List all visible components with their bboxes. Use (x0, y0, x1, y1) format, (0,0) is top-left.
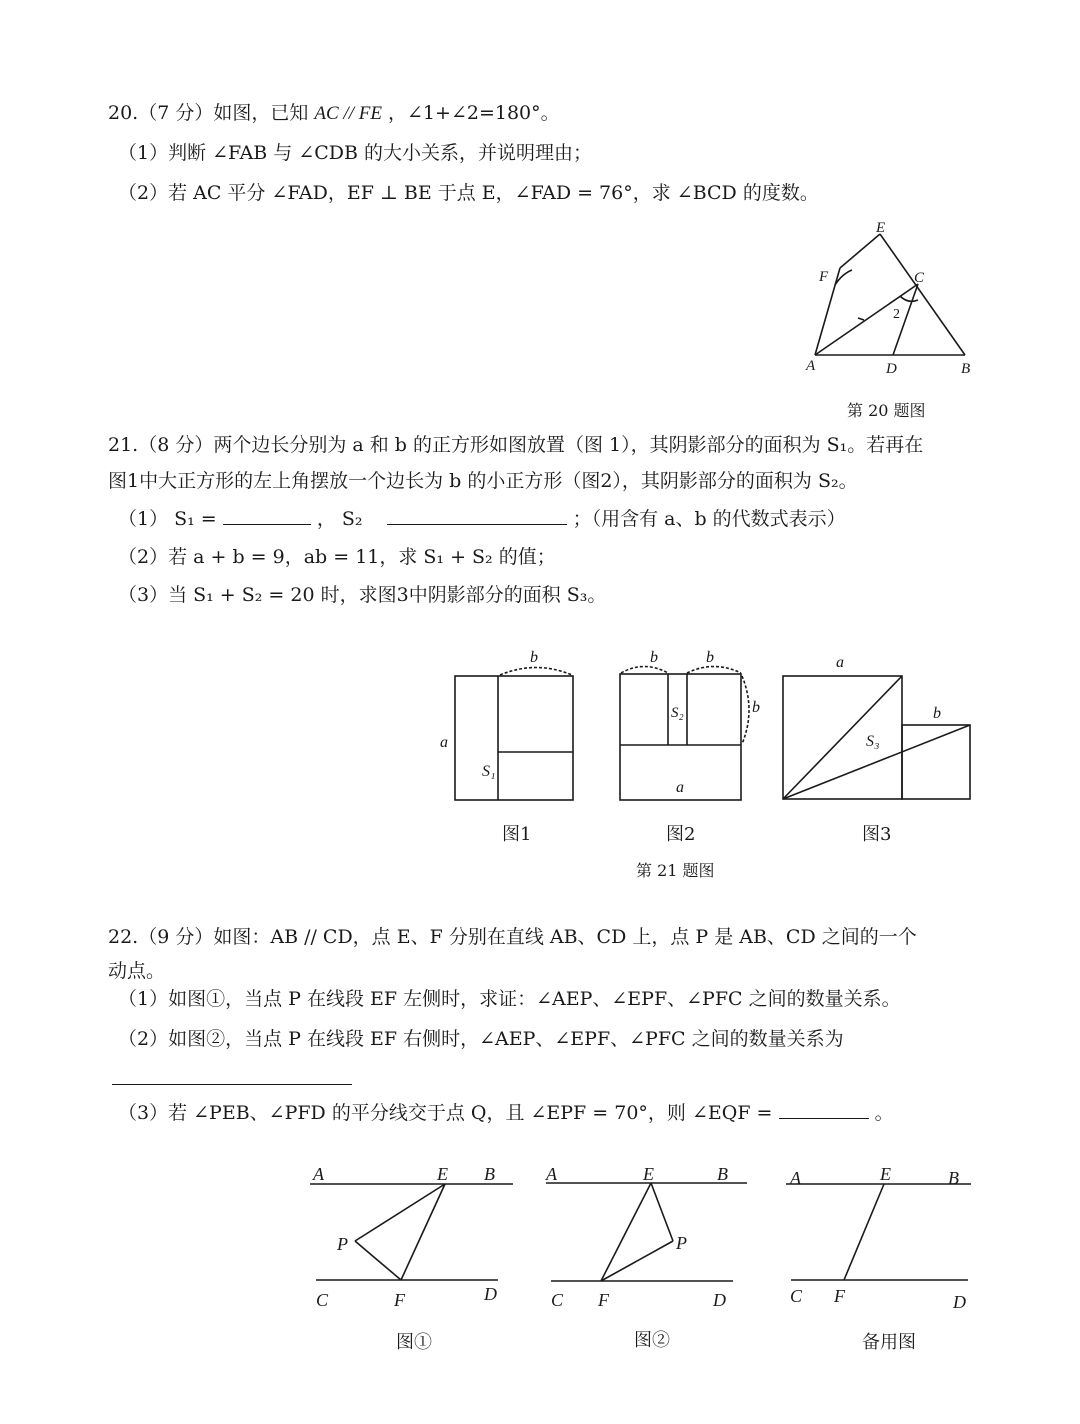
q22-fig3-label-B: B (948, 1168, 959, 1188)
q21-fig2-label-a: a (676, 779, 684, 796)
q20-label-E: E (876, 220, 886, 236)
q20-label-F: F (819, 269, 829, 285)
q22-fig1-label-B: B (484, 1164, 495, 1184)
q21-fig1-caption: 图1 (502, 824, 532, 845)
q22-fig2-label-E: E (643, 1164, 654, 1184)
q20-label-C: C (914, 270, 925, 286)
q22-part3: （3）若 ∠PEB、∠PFD 的平分线交于点 Q，且 ∠EPF = 70°，则 ∠EQF = 。 (118, 1102, 894, 1124)
q20-part1: （1）判断 ∠FAB 与 ∠CDB 的大小关系，并说明理由； (118, 142, 593, 164)
q21-fig1-label-b: b (530, 649, 538, 666)
q22-fig2-label-C: C (551, 1290, 564, 1310)
q22-fig2-caption: 图② (634, 1330, 670, 1351)
q20-label-A: A (806, 358, 816, 374)
q22-fig3-label-C: C (790, 1286, 803, 1306)
q22-stem-line1: 22.（9 分）如图：AB // CD，点 E、F 分别在直线 AB、CD 上，点 P 是 AB、CD 之间的一个 (108, 926, 917, 948)
q21-fig3-label-b: b (933, 705, 941, 722)
q21-part2: （2）若 a + b = 9，ab = 11，求 S₁ + S₂ 的值； (118, 546, 556, 568)
q22-part1: （1）如图①，当点 P 在线段 EF 左侧时，求证：∠AEP、∠EPF、∠PFC 之间的数量关系。 (118, 988, 901, 1010)
q21-fig2-label-b2: b (706, 649, 714, 666)
q22-fig2-label-A: A (546, 1164, 557, 1184)
q22-fig1-label-P: P (337, 1234, 348, 1254)
q22-fig1-label-D: D (484, 1284, 497, 1304)
q20-caption: 第 20 题图 (847, 401, 926, 420)
q22-fig2-label-D: D (713, 1290, 726, 1310)
q21-part1: （1） S₁ = ， S₂ ；（用含有 a、b 的代数式表示） (118, 508, 846, 530)
q22-fig1-label-F: F (394, 1290, 405, 1310)
q22-fig2-label-B: B (717, 1164, 728, 1184)
q20-label-D: D (886, 361, 897, 377)
q20-parallel-expr: AC // FE (314, 103, 382, 124)
q22-fig3-label-E: E (880, 1164, 891, 1184)
q20-label-angle2: 2 (893, 307, 900, 322)
q20-part2: （2）若 AC 平分 ∠FAD，EF ⊥ BE 于点 E，∠FAD = 76°，求 ∠BCD 的度数。 (118, 182, 819, 204)
q21-stem-line2: 图1中大正方形的左上角摆放一个边长为 b 的小正方形（图2），其阴影部分的面积为 S₂。 (108, 470, 858, 492)
q21-fig3-label-a: a (836, 654, 844, 671)
q21-caption: 第 21 题图 (636, 861, 715, 880)
q21-fig3-caption: 图3 (862, 824, 892, 845)
q22-fig3-label-A: A (790, 1168, 801, 1188)
q22-fig1-caption: 图① (396, 1332, 432, 1353)
q21-fig1-label-s1: S₁ (482, 763, 496, 780)
q21-fig1-label-a: a (440, 734, 448, 751)
q21-fig2-label-b1: b (650, 649, 658, 666)
q21-fig2-label-s2: S₂ (671, 705, 684, 721)
q22-fig1-label-A: A (313, 1164, 324, 1184)
q22-fig3-caption: 备用图 (862, 1332, 916, 1353)
q22-fig1-label-C: C (316, 1290, 329, 1310)
q22-fig1-label-E: E (437, 1164, 448, 1184)
q21-fig2-caption: 图2 (666, 824, 696, 845)
q20-stem: 20.（7 分）如图，已知 AC // FE ，∠1+∠2=180°。 (108, 102, 560, 124)
q20-label-B: B (961, 361, 971, 377)
q21-part3: （3）当 S₁ + S₂ = 20 时，求图3中阴影部分的面积 S₃。 (118, 584, 607, 606)
q22-fig3-label-F: F (834, 1286, 845, 1306)
q21-fig3-label-s3: S₃ (866, 733, 880, 750)
q21-fig2-label-b3: b (752, 699, 760, 716)
q22-fig2-label-F: F (598, 1290, 609, 1310)
q22-fig2-label-P: P (676, 1233, 687, 1253)
q22-stem-line2: 动点。 (108, 960, 166, 982)
q21-stem-line1: 21.（8 分）两个边长分别为 a 和 b 的正方形如图放置（图 1），其阴影部分的面积为 S₁。若再在 (108, 434, 924, 456)
q22-part2: （2）如图②，当点 P 在线段 EF 右侧时，∠AEP、∠EPF、∠PFC 之间的数量关系为 (118, 1028, 844, 1050)
q22-fig3-label-D: D (953, 1292, 966, 1312)
